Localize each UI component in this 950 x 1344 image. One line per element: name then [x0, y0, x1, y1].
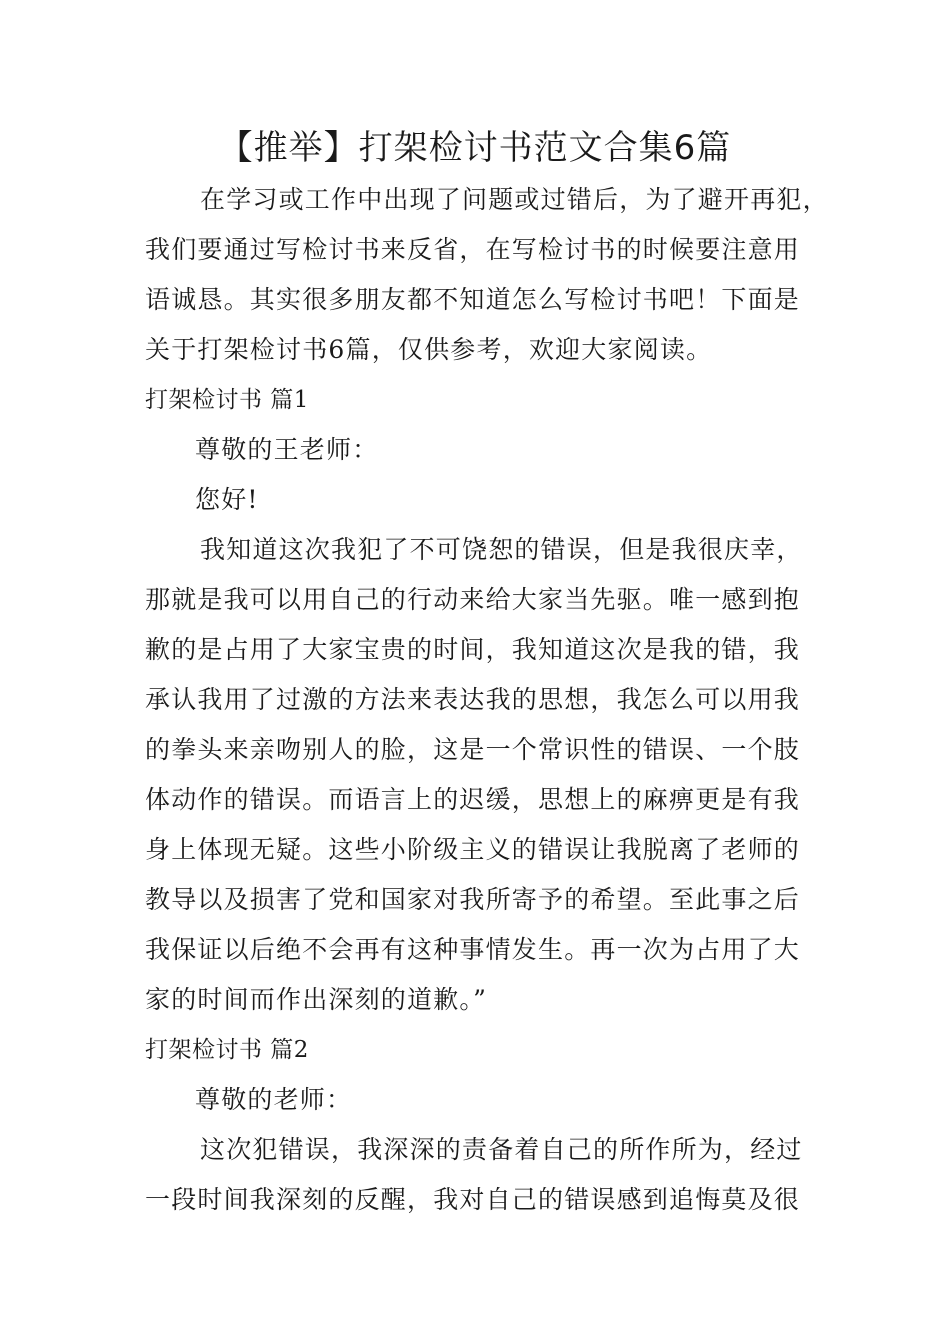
paragraph-line: 在学习或工作中出现了问题或过错后，为了避开再犯，: [200, 185, 829, 214]
paragraph-line: 教导以及损害了党和国家对我所寄予的希望。至此事之后: [145, 885, 801, 914]
paragraph-line: 语诚恳。其实很多朋友都不知道怎么写检讨书吧！下面是: [145, 285, 801, 314]
paragraph-line: 关于打架检讨书6篇，仅供参考，欢迎大家阅读。: [145, 335, 713, 364]
section-heading: 打架检讨书 篇2: [145, 1037, 309, 1063]
paragraph-line: 一段时间我深刻的反醒，我对自己的错误感到追悔莫及很: [145, 1185, 801, 1214]
section-heading: 打架检讨书 篇1: [145, 387, 309, 413]
paragraph-line: 我们要通过写检讨书来反省，在写检讨书的时候要注意用: [145, 235, 801, 264]
greeting: 您好!: [195, 485, 259, 514]
paragraph-line: 承认我用了过激的方法来表达我的思想，我怎么可以用我: [145, 685, 801, 714]
salutation: 尊敬的老师：: [195, 1085, 353, 1114]
paragraph-line: 歉的是占用了大家宝贵的时间，我知道这次是我的错，我: [145, 635, 801, 664]
paragraph-line: 体动作的错误。而语言上的迟缓，思想上的麻痹更是有我: [145, 785, 801, 814]
paragraph-line: 这次犯错误，我深深的责备着自己的所作所为，经过: [200, 1135, 803, 1164]
salutation: 尊敬的王老师：: [195, 435, 379, 464]
paragraph-line: 我知道这次我犯了不可饶恕的错误，但是我很庆幸，: [200, 535, 803, 564]
paragraph-line: 的拳头来亲吻别人的脸，这是一个常识性的错误、一个肢: [145, 735, 801, 764]
paragraph-line: 我保证以后绝不会再有这种事情发生。再一次为占用了大: [145, 935, 801, 964]
paragraph-line: 身上体现无疑。这些小阶级主义的错误让我脱离了老师的: [145, 835, 801, 864]
paragraph-line: 家的时间而作出深刻的道歉。”: [145, 985, 488, 1014]
paragraph-line: 那就是我可以用自己的行动来给大家当先驱。唯一感到抱: [145, 585, 801, 614]
document-title: 【推举】打架检讨书范文合集6篇: [218, 128, 732, 168]
